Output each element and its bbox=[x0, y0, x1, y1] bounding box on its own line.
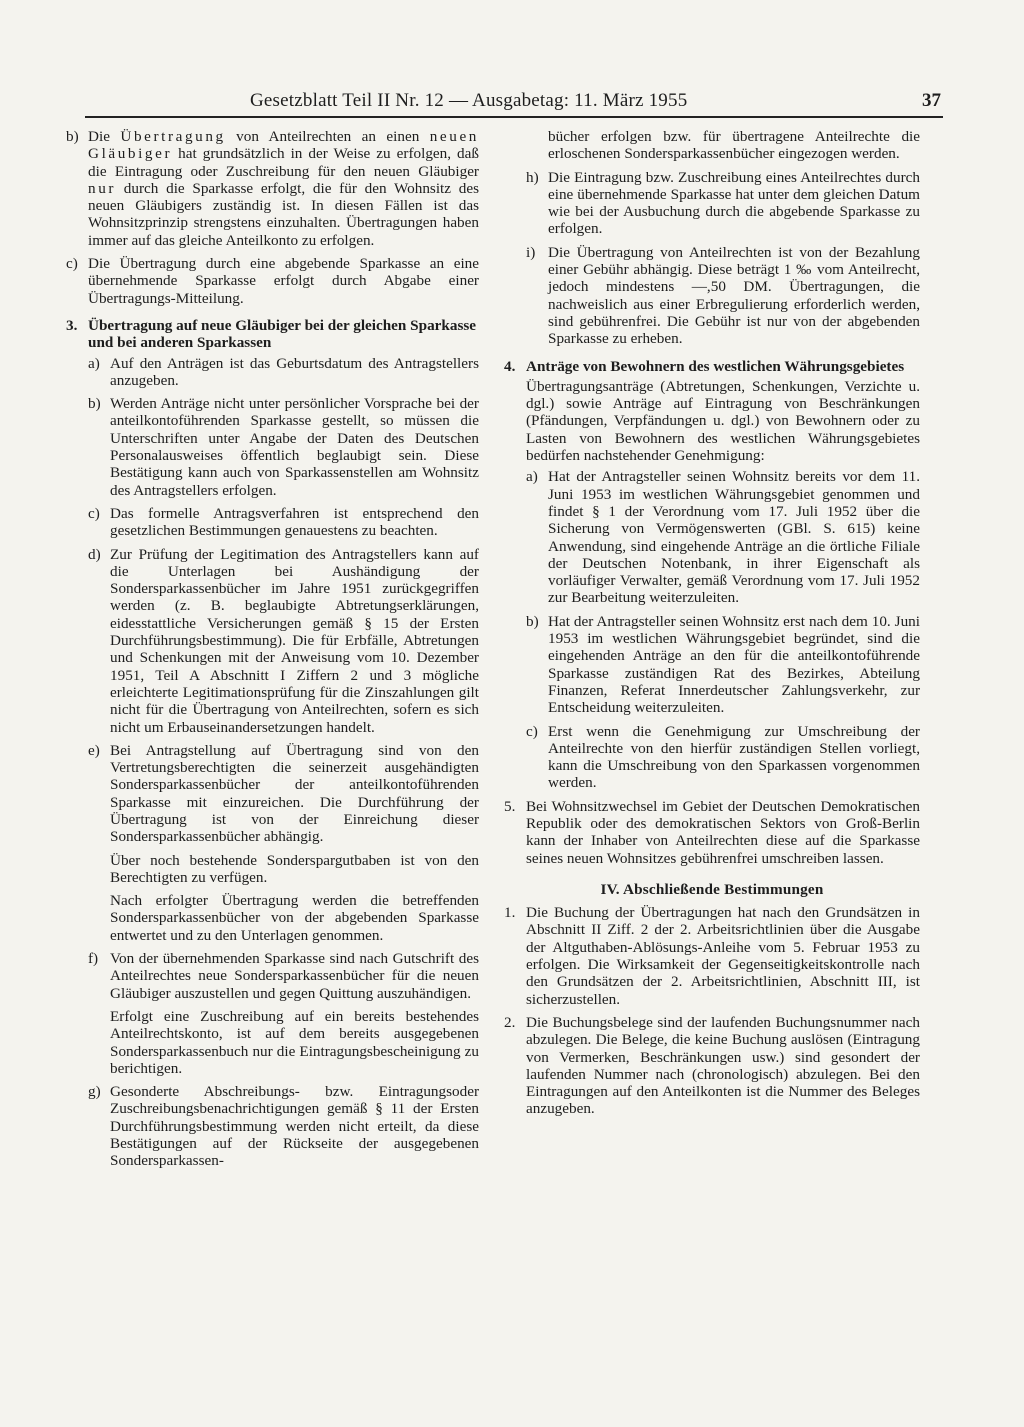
item-label: c) bbox=[526, 722, 538, 740]
section-3-item-i bbox=[526, 244, 920, 348]
item-label: 1. bbox=[504, 904, 516, 922]
item-label: h) bbox=[526, 168, 539, 186]
page-number: 37 bbox=[922, 90, 941, 111]
item-text: Von der übernehmenden Sparkasse sind nach Gutschrift des Anteilrechtes neue Sondersparkassenbücher für die neuen Gläubiger auszustellen und gegen Quittung auszuhändigen. bbox=[110, 950, 479, 1002]
item-text: Hat der Antragsteller seinen Wohnsitz bereits vor dem 11. Juni 1953 im westlichen Währungsgebiet genommen und findet § 1 der Verordnung vom 17. Juli 1952 über die Sicherung von Vermögenswerten (GBl. S. 615) keine Anwendung, sind eingehende Anträge an die örtliche Filiale der Deutschen Notenbank, in ihrer Eigenschaft als vorläufiger Verwalter, gemäß Verordnung vom 17. Juli 1952 zur Bearbeitung weiterzuleiten. bbox=[548, 468, 920, 607]
item-text: Das formelle Antragsverfahren ist entsprechend den gesetzlichen Bestimmungen genauestens zu beachten. bbox=[110, 504, 479, 540]
section-text: Bei Wohnsitzwechsel im Gebiet der Deutschen Demokratischen Republik oder des demokratischen Sektors von Groß-Berlin kann der Inhaber von Anteilrechten diese auf die Sparkasse seines neuen Wohnsitzes gebührenfrei umschreiben lassen. bbox=[526, 797, 920, 867]
item-text: Die Übertragung von Anteilrechten ist von der Bezahlung einer Gebühr abhängig. Diese beträgt 1 ‰ vom Anteilrecht, jedoch mindestens —,50 DM. Übertragungen, die nachweislich aus einer Erbregulierung erforderlich werden, sind gebührenfrei. Die Gebühr ist nur von der abgebenden Sparkasse zu erheben. bbox=[548, 243, 920, 348]
section-iv-item-1 bbox=[504, 904, 920, 1008]
section-4-item-b bbox=[526, 613, 920, 717]
spaced-emphasis: neuen Gläubiger bbox=[88, 128, 479, 163]
section-number: 3. bbox=[66, 316, 78, 334]
section-4-item-c bbox=[526, 723, 920, 792]
left-column bbox=[66, 128, 479, 1176]
section-iv-heading: IV. Abschließende Bestimmungen bbox=[600, 880, 824, 898]
section-4-heading bbox=[504, 358, 920, 375]
item-text: Bei Antragstellung auf Übertragung sind von den Vertretungsberechtigten die seinerzeit ausgehändigten Sondersparkassenbücher der anteilkontoführenden Sparkasse mit einzureichen. Die Durchführung der Übertragung ist von der Einreichung dieser Sondersparkassenbücher abhängig. bbox=[110, 741, 479, 846]
section-iv-item-2 bbox=[504, 1014, 920, 1118]
item-text: Die Buchung der Übertragungen hat nach den Grundsätzen in Abschnitt II Ziff. 2 der 2. Arbeitsrichtlinien über die Ausgabe der Altguthaben-Ablösungs-Anleihe vom 5. Februar 1953 zu erfolgen. Die Wirksamkeit der Gegenseitigkeitskontrolle nach den Grundsätzen der 2. Arbeitsrichtlinien, Abschnitt III, ist sicherzustellen. bbox=[526, 904, 920, 1008]
item-label: f) bbox=[88, 950, 99, 968]
section-3-item-c bbox=[88, 505, 479, 540]
right-items bbox=[526, 169, 920, 348]
section-4-intro: Übertragungsanträge (Abtretungen, Schenkungen, Verzichte u. dgl.) sowie Anträge auf Eintragung von Beschränkungen (Pfändungen, Verpfändungen u. dgl.) von Bewohnern oder zu Lasten von Bewohnern des westlichen Währungsgebietes bedürfen nachstehender Genehmigung: bbox=[526, 377, 920, 465]
item-text: Die Eintragung bzw. Zuschreibung eines Anteilrechtes durch eine übernehmende Sparkasse hat unter dem gleichen Datum wie bei der Ausbuchung durch die abgebende Sparkasse zu erfolgen. bbox=[548, 168, 920, 238]
paragraph-b-transfer bbox=[66, 128, 479, 249]
section-3-item-a bbox=[88, 355, 479, 390]
item-continuation: Erfolgt eine Zuschreibung auf ein bereits bestehendes Anteilrechtskonto, ist auf dem bereits ausgegebenen Sondersparkassenbuch nur die Eintragungsbescheinigung zu berichtigen. bbox=[110, 1007, 479, 1077]
section-3-item-h bbox=[526, 169, 920, 238]
section-3-item-d bbox=[88, 546, 479, 736]
text-run: von Anteilrechten an einen bbox=[225, 128, 430, 145]
section-4-body bbox=[526, 468, 920, 791]
section-number: 4. bbox=[504, 357, 516, 375]
item-label: e) bbox=[88, 741, 100, 759]
section-title: Übertragung auf neue Gläubiger bei der gleichen Sparkasse und bei anderen Sparkassen bbox=[88, 316, 477, 352]
item-continuation: Über noch bestehende Sonderspargutbaben ist von den Berechtigten zu verfügen. bbox=[110, 851, 479, 886]
item-label: d) bbox=[88, 545, 101, 563]
section-number: 5. bbox=[504, 797, 516, 815]
item-text: Hat der Antragsteller seinen Wohnsitz erst nach dem 10. Juni 1953 im westlichen Währungsgebiet begründet, sind die eingehenden Anträge an den für die anteilkontoführende Sparkasse zuständigen Rat des Bezirkes, Abteilung Finanzen, Referat Innerdeutscher Zahlungsverkehr, zur Entscheidung weiterzuleiten. bbox=[548, 612, 920, 717]
section-3-body bbox=[88, 355, 479, 1170]
item-label: c) bbox=[66, 255, 78, 273]
item-text: Erst wenn die Genehmigung zur Umschreibung der Anteilrechte von den hierfür zuständigen Stellen vorliegt, kann die Umschreibung von den Sparkassen vorgenommen werden. bbox=[548, 722, 920, 792]
section-3-item-g bbox=[88, 1083, 479, 1169]
header-title: Gesetzblatt Teil II Nr. 12 — Ausgabetag: 11. März 1955 bbox=[250, 90, 688, 111]
section-title: Anträge von Bewohnern des westlichen Währungsgebietes bbox=[526, 357, 905, 375]
spaced-emphasis: nur bbox=[88, 179, 117, 197]
item-label: c) bbox=[88, 504, 100, 522]
section-5 bbox=[504, 798, 920, 867]
item-text: Auf den Anträgen ist das Geburtsdatum des Antragstellers anzugeben. bbox=[110, 354, 479, 389]
item-label: a) bbox=[88, 354, 100, 372]
item-text: Werden Anträge nicht unter persönlicher Vorsprache bei der anteilkontoführenden Sparkasse gestellt, so müssen die Unterschriften unter Angabe der Daten des Deutschen Personalausweises öffentlich beglaubigt sein. Diese Bestätigung kann auch von Sparkassenstellen am Wohnsitz des Antragstellers erfolgen. bbox=[110, 395, 479, 499]
item-label: b) bbox=[66, 128, 79, 145]
text-run: durch die Sparkasse erfolgt, die für den Wohnsitz des neuen Gläubigers zuständig ist. In diesen Fällen ist das Wohnsitzprinzip strengstens einzuhalten. Übertragungen haben immer auf das gleiche Anteilkonto zu erfolgen. bbox=[88, 179, 479, 249]
item-label: a) bbox=[526, 468, 538, 486]
item-label: b) bbox=[526, 612, 539, 630]
item-continuation: Nach erfolgter Übertragung werden die betreffenden Sondersparkassenbücher von der abgebenden Sparkasse entwertet und zu den Unterlagen genommen. bbox=[110, 892, 479, 944]
item-label: i) bbox=[526, 243, 536, 261]
section-3-heading bbox=[66, 317, 479, 352]
item-g-continuation: bücher erfolgen bzw. für übertragene Anteilrechte die erloschenen Sondersparkassenbücher eingezogen werden. bbox=[548, 128, 920, 163]
right-column bbox=[504, 128, 920, 1124]
section-3-item-f bbox=[88, 950, 479, 1077]
item-text: Die Buchungsbelege sind der laufenden Buchungsnummer nach abzulegen. Die Belege, die keine Buchung auslösen (Eintragung von Vermerken, Beschränkungen usw.) sind gesondert der laufenden Nummer nach (chronologisch) abzulegen. Bei den Eintragungen auf den Anteilkonten ist die Nummer des Beleges anzugeben. bbox=[526, 1013, 920, 1118]
item-label: 2. bbox=[504, 1013, 516, 1031]
item-label: b) bbox=[88, 395, 101, 413]
item-text: Gesonderte Abschreibungs- bzw. Eintragungsoder Zuschreibungsbenachrichtigungen gemäß § 11 der Ersten Durchführungsbestimmung werden nicht erteilt, da diese Bestätigungen auf der Rückseite der ausgegebenen Sondersparkassen- bbox=[110, 1083, 479, 1170]
text-run: hat grundsätzlich in der Weise zu erfolgen, daß die Eintragung oder Zuschreibung für den neuen Gläubiger bbox=[88, 145, 479, 180]
page-header bbox=[85, 88, 943, 118]
item-text: Die Übertragung durch eine abgebende Sparkasse an eine übernehmende Sparkasse erfolgt durch Abgabe einer Übertragungs-Mitteilung. bbox=[88, 255, 479, 307]
text-run: Die bbox=[88, 128, 121, 145]
item-label: g) bbox=[88, 1083, 101, 1101]
paragraph-c-transfer bbox=[66, 255, 479, 307]
item-text: Zur Prüfung der Legitimation des Antragstellers kann auf die Unterlagen bei Aushändigung der Sondersparkassenbücher im Jahre 1951 zurückgegriffen werden (z. B. beglaubigte Abtretungserklärungen, eidesstattliche Versicherungen gemäß § 15 der Ersten Durchführungsbestimmung). Die für Erbfälle, Abtretungen und Schenkungen mit der Anweisung vom 10. Dezember 1951, Teil A Abschnitt I Ziffern 2 und 3 mögliche erleichterte Legitimationsprüfung für die Zinszahlungen gilt nicht für die Übertragung von Anteilrechten, sofern es sich nicht um Erbauseinandersetzungen handelt. bbox=[110, 545, 479, 736]
spaced-emphasis: Übertragung bbox=[120, 128, 226, 145]
section-4-item-a bbox=[526, 468, 920, 606]
section-3-item-b bbox=[88, 395, 479, 499]
section-3-item-e bbox=[88, 742, 479, 944]
